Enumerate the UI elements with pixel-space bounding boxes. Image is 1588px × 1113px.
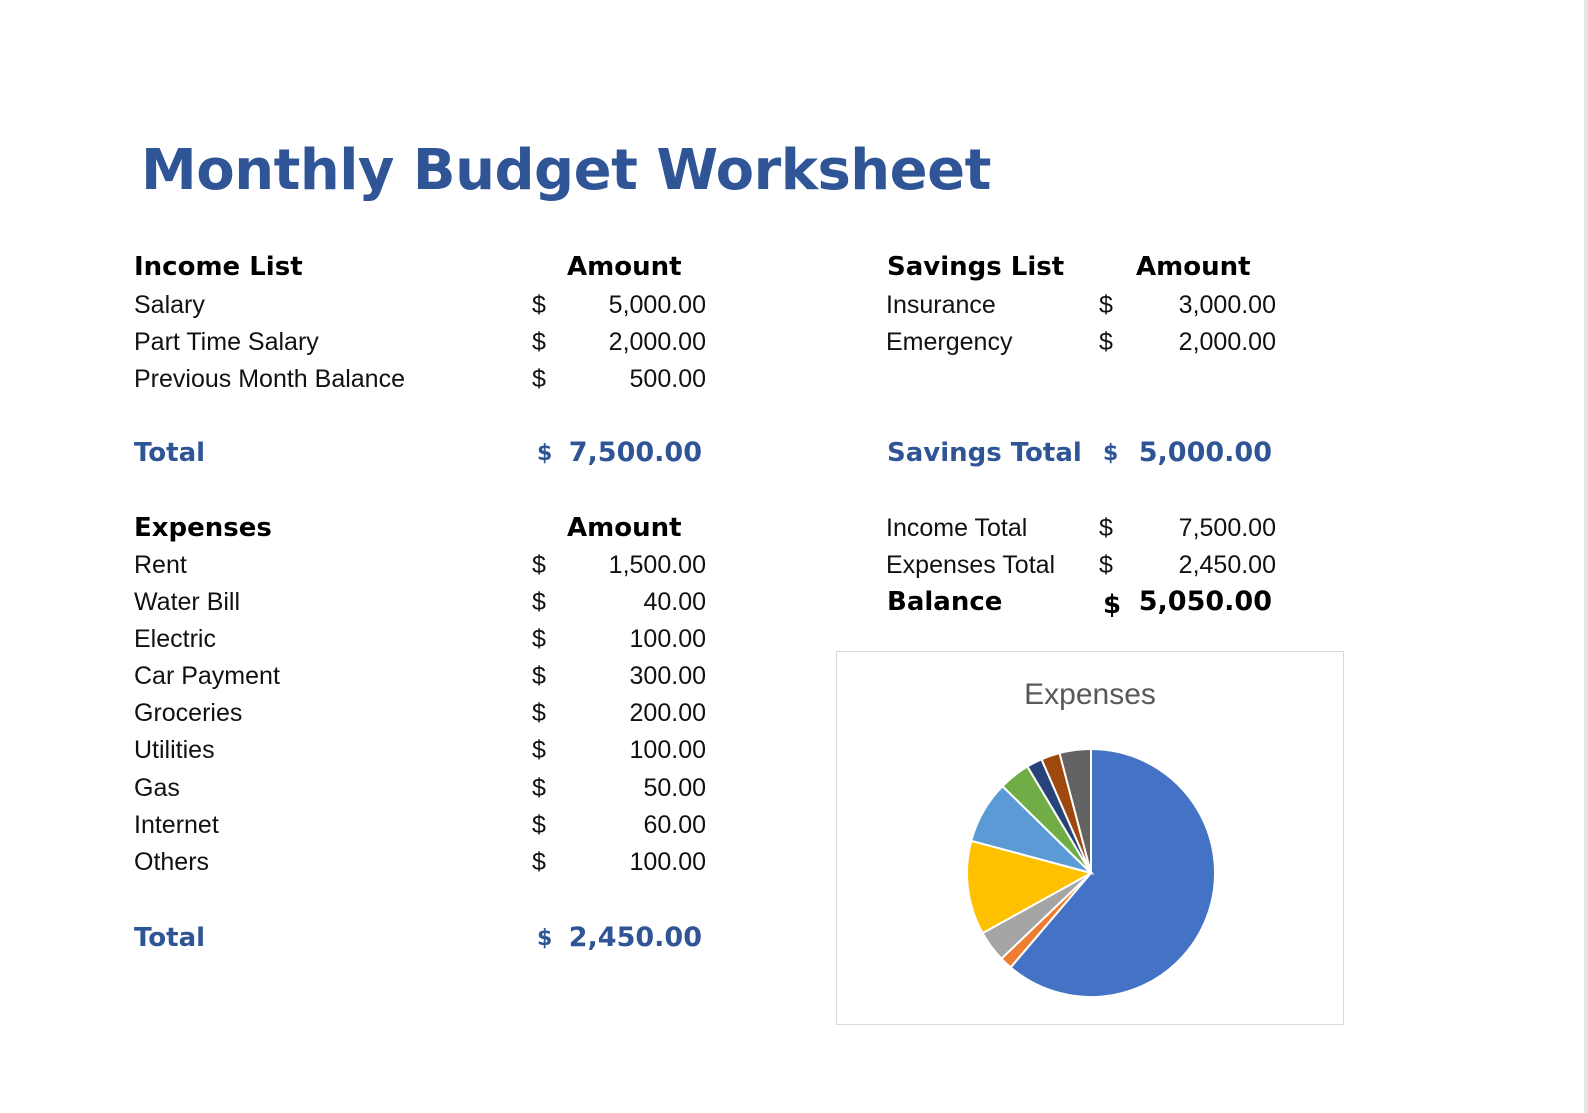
- expense-item-amount: 100.00: [629, 848, 706, 876]
- expense-item-label: Water Bill: [134, 588, 241, 616]
- expense-item-amount: 1,500.00: [608, 551, 706, 579]
- expense-item-amount: 60.00: [643, 811, 706, 839]
- income-total-amount: 7,500.00: [568, 437, 702, 468]
- currency-symbol: $: [532, 662, 546, 690]
- expense-item-amount: 100.00: [629, 625, 706, 653]
- currency-symbol: $: [1103, 441, 1119, 466]
- page-edge: [1584, 0, 1588, 1113]
- currency-symbol: $: [532, 848, 546, 876]
- income-item-amount: 2,000.00: [608, 328, 706, 356]
- currency-symbol: $: [532, 588, 546, 616]
- expense-item-label: Car Payment: [134, 662, 280, 690]
- pie-chart: [837, 652, 1343, 1024]
- currency-symbol: $: [532, 551, 546, 579]
- chart-title: Expenses: [1024, 678, 1156, 711]
- currency-symbol: $: [1099, 291, 1113, 319]
- savings-amount-header: Amount: [1136, 252, 1251, 282]
- savings-total-label: Savings Total: [887, 438, 1082, 468]
- expense-item-label: Utilities: [134, 736, 215, 764]
- currency-symbol: $: [537, 926, 553, 951]
- expense-item-amount: 300.00: [629, 662, 706, 690]
- income-total-label: Income Total: [886, 514, 1028, 542]
- savings-item-label: Insurance: [886, 291, 996, 319]
- expenses-total-label: Expenses Total: [886, 551, 1056, 579]
- balance-label: Balance: [887, 587, 1003, 617]
- currency-symbol: $: [1099, 551, 1113, 579]
- expenses-total-amount: 2,450.00: [568, 922, 702, 953]
- expense-item-amount: 50.00: [643, 774, 706, 802]
- currency-symbol: $: [532, 811, 546, 839]
- expense-item-amount: 40.00: [643, 588, 706, 616]
- expense-item-label: Groceries: [134, 699, 243, 727]
- savings-total-amount: 5,000.00: [1138, 437, 1272, 468]
- currency-symbol: $: [532, 699, 546, 727]
- income-total-label: Total: [134, 438, 206, 468]
- expense-item-amount: 100.00: [629, 736, 706, 764]
- expenses-amount-header: Amount: [567, 513, 682, 543]
- expenses-total-value: 2,450.00: [1178, 551, 1276, 579]
- income-header: Income List: [134, 252, 303, 282]
- income-item-label: Salary: [134, 291, 205, 319]
- currency-symbol: $: [532, 291, 546, 319]
- expense-item-label: Rent: [134, 551, 187, 579]
- income-total-value: 7,500.00: [1178, 514, 1276, 542]
- savings-item-label: Emergency: [886, 328, 1013, 356]
- income-item-label: Previous Month Balance: [134, 365, 405, 393]
- currency-symbol: $: [532, 774, 546, 802]
- currency-symbol: $: [1103, 590, 1122, 620]
- expense-item-amount: 200.00: [629, 699, 706, 727]
- income-item-label: Part Time Salary: [134, 328, 319, 356]
- expense-item-label: Electric: [134, 625, 216, 653]
- income-amount-header: Amount: [567, 252, 682, 282]
- expenses-header: Expenses: [134, 513, 272, 543]
- savings-header: Savings List: [887, 252, 1065, 282]
- currency-symbol: $: [532, 625, 546, 653]
- currency-symbol: $: [532, 328, 546, 356]
- expenses-total-label: Total: [134, 923, 206, 953]
- page-title: Monthly Budget Worksheet: [141, 138, 991, 203]
- currency-symbol: $: [1099, 328, 1113, 356]
- expense-item-label: Gas: [134, 774, 180, 802]
- expense-item-label: Others: [134, 848, 210, 876]
- balance-value: 5,050.00: [1138, 586, 1272, 617]
- expenses-chart[interactable]: [836, 651, 1344, 1025]
- expense-item-label: Internet: [134, 811, 219, 839]
- savings-item-amount: 2,000.00: [1178, 328, 1276, 356]
- income-item-amount: 5,000.00: [608, 291, 706, 319]
- savings-item-amount: 3,000.00: [1178, 291, 1276, 319]
- currency-symbol: $: [532, 736, 546, 764]
- currency-symbol: $: [537, 441, 553, 466]
- income-item-amount: 500.00: [629, 365, 706, 393]
- currency-symbol: $: [532, 365, 546, 393]
- currency-symbol: $: [1099, 514, 1113, 542]
